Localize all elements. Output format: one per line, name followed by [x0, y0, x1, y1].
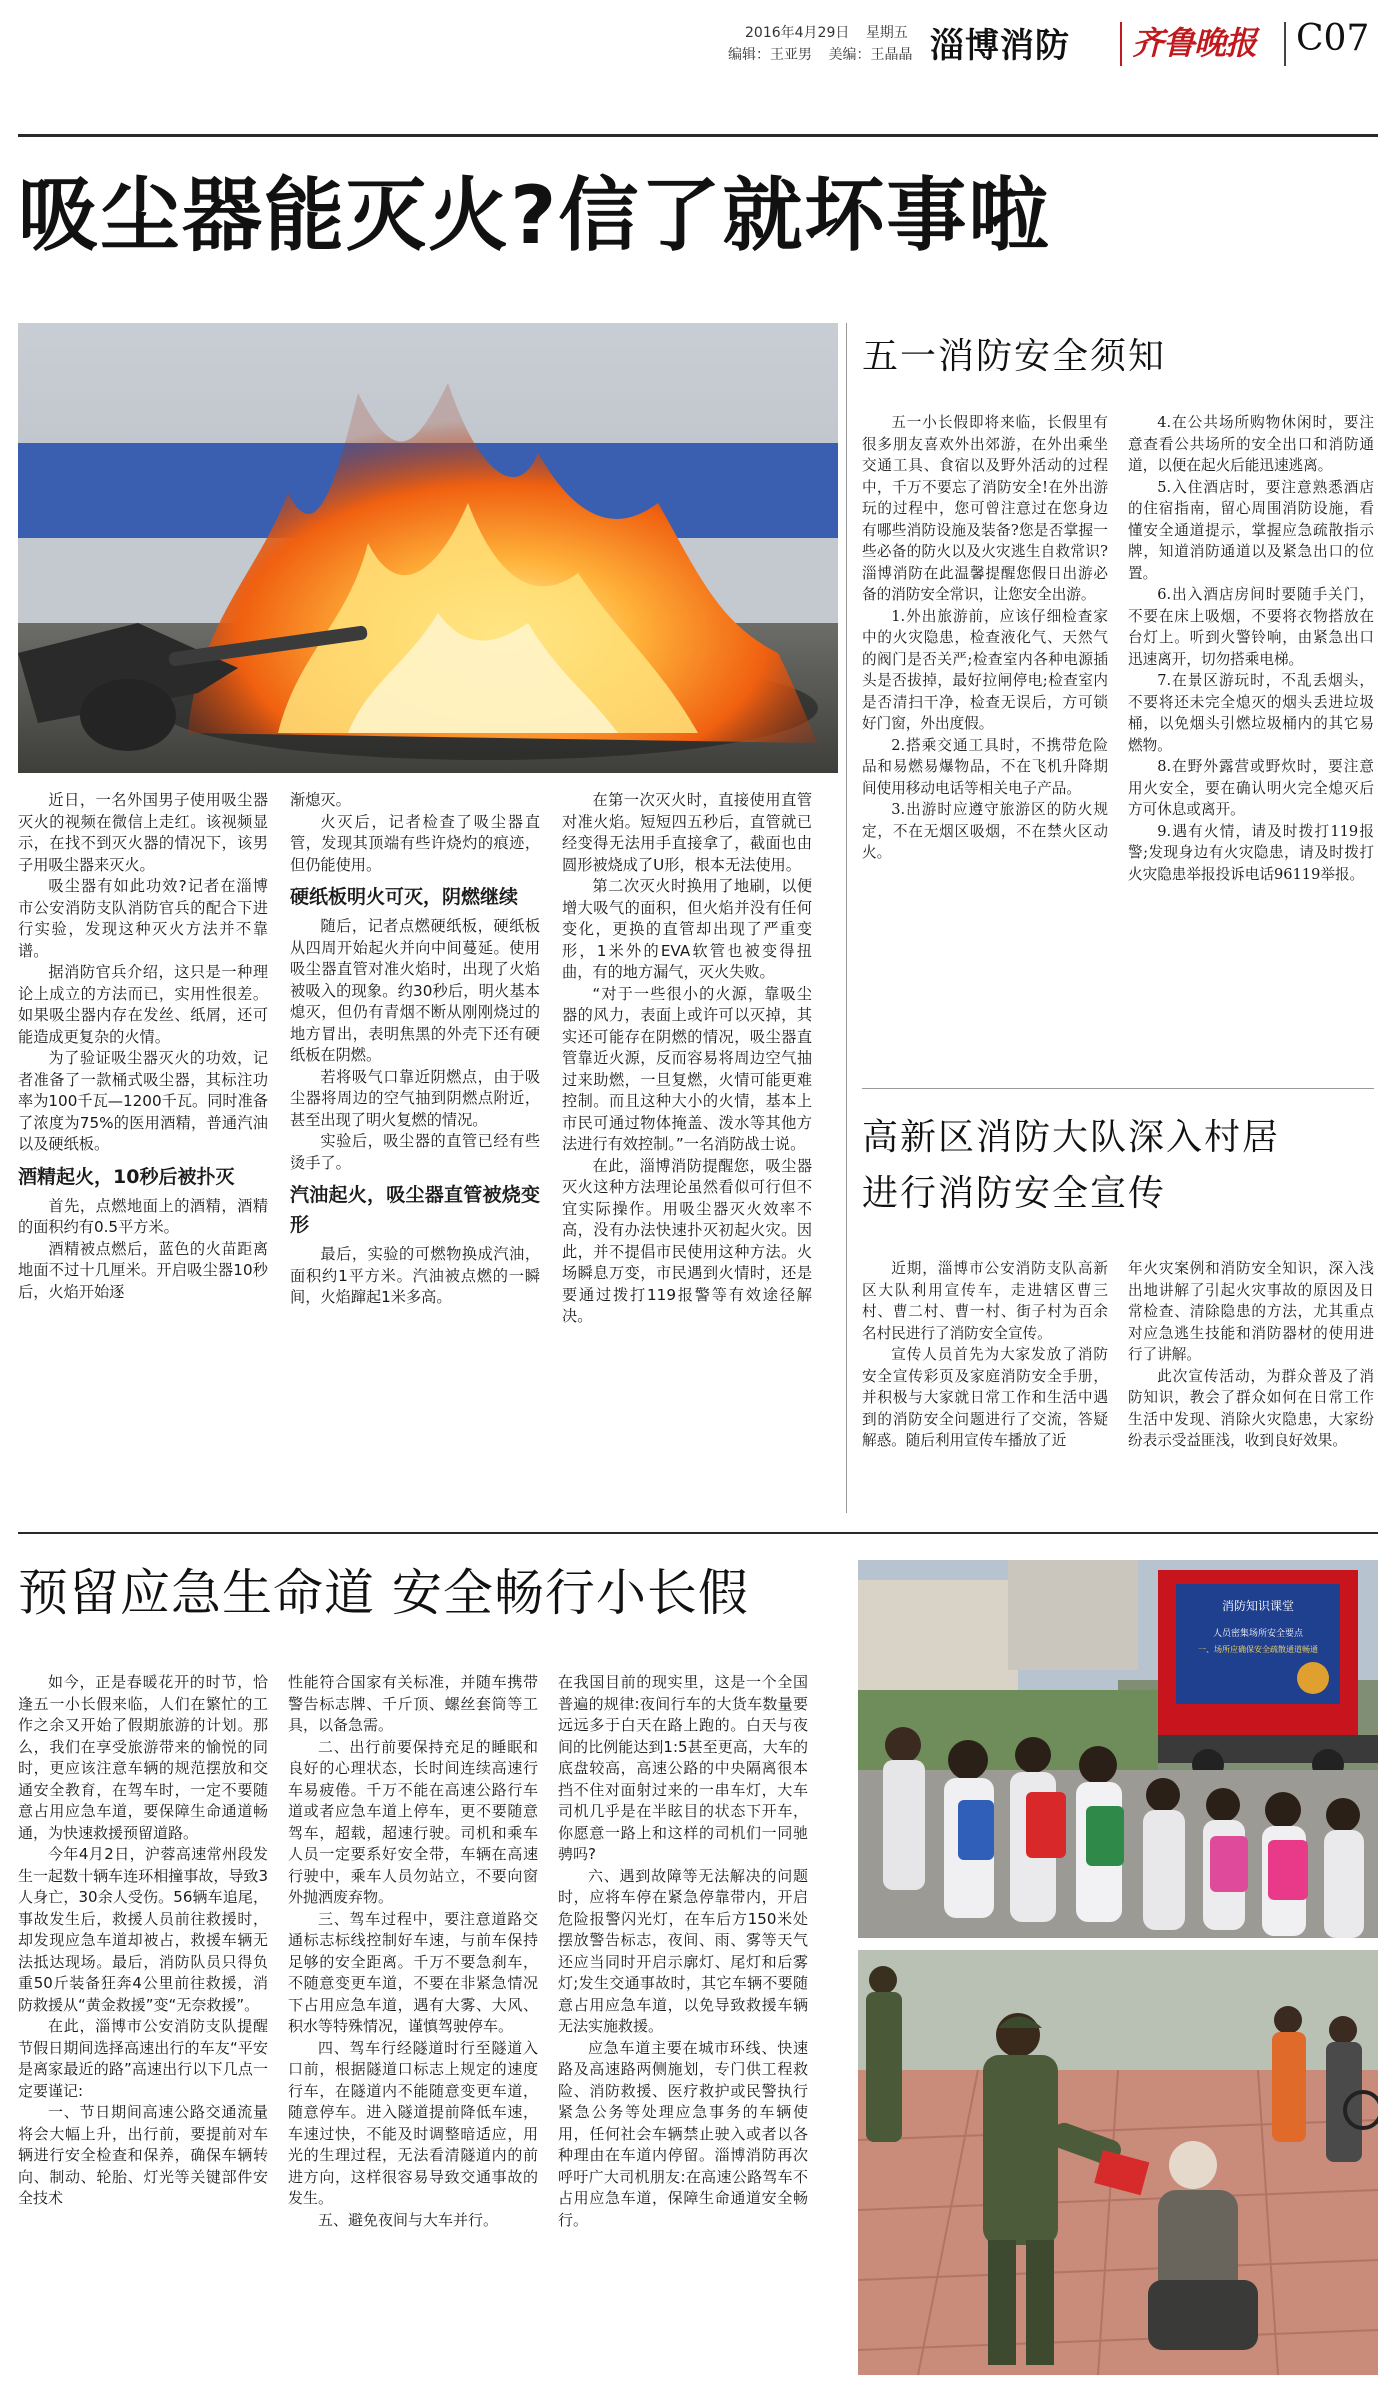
article3-headline-line2: 进行消防安全宣传	[862, 1173, 1167, 1214]
article1-paragraph: 实验后，吸尘器的直管已经有些烫手了。	[290, 1132, 540, 1172]
article3-paragraph: 近期，淄博市公安消防支队高新区大队利用宣传车，走进辖区曹三村、曹二村、曹一村、街子村为百余名村民进行了消防安全宣传。	[862, 1260, 1108, 1342]
page-number-divider	[1284, 22, 1286, 66]
article1-paragraph: 为了验证吸尘器灭火的功效，记者准备了一款桶式吸尘器，其标注功率为100千瓦—1200千瓦。同时准备了浓度为75%的医用酒精，普通汽油以及硬纸板。	[18, 1049, 268, 1153]
article4-paragraph: 四、驾车行经隧道时行至隧道入口前，根据隧道口标志上规定的速度行车，在隧道内不能随意变更车道，随意停车。进入隧道提前降低车速，车速过快，不能及时调整暗适应，用光的生理过程，无法看清隧道内的前进方向，这样很容易导致交通事故的发生。	[288, 2038, 538, 2207]
article1-headline: 吸尘器能灭火?信了就坏事啦	[18, 169, 1051, 262]
article2-column-1	[862, 412, 1108, 1062]
staff-line	[728, 44, 912, 64]
issue-date-line	[745, 22, 908, 42]
article1-paragraph: 随后，记者点燃硬纸板，硬纸板从四周开始起火并向中间蔓延。使用吸尘器直管对准火焰时，出现了火焰被吸入的现象。约30秒后，明火基本熄灭，但仍有青烟不断从刚刚烧过的地方冒出，表明焦黑的外壳下还有硬纸板在阴燃。	[290, 917, 540, 1064]
article2-paragraph: 5.入住酒店时，要注意熟悉酒店的住宿指南，留心周围消防设施，看懂安全通道提示，掌握应急疏散指示牌，知道消防通道以及紧急出口的位置。	[1128, 478, 1374, 582]
article2-paragraph: 4.在公共场所购物休闲时，要注意查看公共场所的安全出口和消防通道，以便在起火后能迅速逃离。	[1128, 414, 1374, 474]
page-number: C07	[1296, 18, 1370, 59]
article1-paragraph: 火灭后，记者检查了吸尘器直管，发现其顶端有些许烧灼的痕迹，但仍能使用。	[290, 812, 540, 874]
article3-column-2	[1128, 1258, 1374, 1518]
article3-column-1	[862, 1258, 1108, 1518]
section-rule	[862, 1088, 1374, 1089]
article1-paragraph: 首先，点燃地面上的酒精，酒精的面积约有0.5平方米。	[18, 1196, 268, 1236]
article1-column-3	[562, 790, 812, 1510]
article4-column-2	[288, 1672, 538, 2377]
article4-paragraph: 在我国目前的现实里，这是一个全国普遍的规律:夜间行车的大货车数量要远远多于白天在路上跑的。白天与夜间的比例能达到1:5甚至更高，大车的底盘较高，高速公路的中央隔离很本挡不住对面射过来的一串车灯，大车司机几乎是在半眩目的状态下开车，你愿意一路上和这样的司机们一同驰骋吗?	[558, 1673, 808, 1863]
article2-paragraph: 9.遇有火情，请及时拨打119报警;发现身边有火灾隐患，请及时拨打火灾隐患举报投诉电话96119举报。	[1128, 822, 1374, 883]
vacuum-fire-illustration	[18, 323, 838, 773]
column-divider	[846, 323, 847, 1513]
truck-screen-line2: 一、场所应确保安全疏散通道畅通	[1198, 1645, 1318, 1654]
firefighter-leaflet-illustration	[858, 1950, 1378, 2375]
issue-weekday: 星期五	[865, 25, 908, 41]
truck-screen-line1: 人员密集场所安全要点	[1212, 1629, 1304, 1639]
article2-headline: 五一消防安全须知	[862, 336, 1167, 377]
publicity-truck-photo	[858, 1560, 1378, 1938]
article3-headline-line1: 高新区消防大队深入村居	[862, 1117, 1281, 1158]
article3-paragraph: 年火灾案例和消防安全知识，深入浅出地讲解了引起火灾事故的原因及日常检查、清除隐患的方法，尤其重点对应急逃生技能和消防器材的使用进行了讲解。	[1128, 1260, 1374, 1363]
vacuum-fire-photo	[18, 323, 838, 773]
editor-credit: 编辑：王亚男	[728, 47, 812, 63]
publicity-truck-illustration	[858, 1560, 1378, 1938]
article3-paragraph: 宣传人员首先为大家发放了消防安全宣传彩页及家庭消防安全手册，并积极与大家就日常工作和生活中遇到的消防安全问题进行了交流，答疑解惑。随后利用宣传车播放了近	[862, 1346, 1108, 1449]
article1-column-1	[18, 790, 268, 1510]
article1-paragraph: 在第一次灭火时，直接使用直管对准火焰。短短四五秒后，直管就已经变得无法用手直接拿了，截面也由圆形被烧成了U形，根本无法使用。	[562, 791, 812, 874]
article2-paragraph: 7.在景区游玩时，不乱丢烟头，不要将还未完全熄灭的烟头丢进垃圾桶，以免烟头引燃垃圾桶内的其它易燃物。	[1128, 672, 1374, 754]
article2-paragraph: 1.外出旅游前，应该仔细检查家中的火灾隐患，检查液化气、天然气的阀门是否关严;检查室内各种电源插头是否拔掉，最好拉闸停电;检查室内是否清扫干净，检查无误后，方可锁好门窗，外出度假。	[862, 607, 1108, 732]
section-title: 淄博消防	[930, 26, 1070, 66]
article1-paragraph: 在此，淄博消防提醒您，吸尘器灭火这种方法理论虽然看似可行但不宜实际操作。用吸尘器灭火效率不高，没有办法快速扑灭初起火灾。因此，并不提倡市民使用这种方法。火场瞬息万变，市民遇到火情时，还是要通过拨打119报警等有效途径解决。	[562, 1156, 812, 1325]
article2-paragraph: 2.搭乘交通工具时，不携带危险品和易燃易爆物品，不在飞机升降期间使用移动电话等相关电子产品。	[862, 736, 1108, 797]
article2-paragraph: 6.出入酒店房间时要随手关门，不要在床上吸烟，不要将衣物搭放在台灯上。听到火警铃响，由紧急出口迅速离开，切勿搭乘电梯。	[1128, 586, 1374, 668]
article4-paragraph: 二、出行前要保持充足的睡眠和良好的心理状态，长时间连续高速行车易疲倦。千万不能在高速公路行车道或者应急车道上停车，更不要随意驾车，超载，超速行驶。司机和乘车人员一定要系好安全带，车辆在高速行驶中，乘车人员勿站立，不要向窗外抛洒废弃物。	[288, 1737, 538, 1906]
article2-paragraph: 3.出游时应遵守旅游区的防火规定，不在无烟区吸烟，不在禁火区动火。	[862, 801, 1108, 861]
article1-paragraph: 渐熄灭。	[290, 791, 351, 809]
article1-paragraph: “对于一些很小的火源，靠吸尘器的风力，表面上或许可以灭掉，其实还可能存在阴燃的情况，吸尘器直管靠近火源，反而容易将周边空气抽过来助燃，一旦复燃，火情可能更难控制。而且这种大小的火情，基本上市民可通过物体掩盖、泼水等其他方法进行有效控制。”一名消防战士说。	[562, 984, 812, 1153]
article4-headline: 预留应急生命道 安全畅行小长假	[18, 1564, 749, 1622]
article4-paragraph: 今年4月2日，沪蓉高速常州段发生一起数十辆车连环相撞事故，导致3人身亡，30余人受伤。56辆车追尾，事故发生后，救援人员前往救援时，却发现应急车道却被占，救援车辆无法抵达现场。最后，消防队员只得负重50斤装备狂奔4公里前往救援，消防救援从“黄金救援”变“无奈救援”。	[18, 1845, 268, 2014]
article4-paragraph: 性能符合国家有关标准，并随车携带警告标志牌、千斤顶、螺丝套筒等工具，以备急需。	[288, 1673, 538, 1734]
article2-paragraph: 五一小长假即将来临，长假里有很多朋友喜欢外出郊游，在外出乘坐交通工具、食宿以及野外活动的过程中，千万不要忘了消防安全!在外出游玩的过程中，您可曾注意过在您身边有哪些消防设施及装备?您是否掌握一些必备的防火以及火灾逃生自救常识?淄博消防在此温馨提醒您假日出游必备的消防安全常识，让您安全出游。	[862, 414, 1108, 603]
article1-paragraph: 最后，实验的可燃物换成汽油，面积约1平方米。汽油被点燃的一瞬间，火焰蹿起1米多高。	[290, 1245, 540, 1306]
article4-paragraph: 六、遇到故障等无法解决的问题时，应将车停在紧急停靠带内，开启危险报警闪光灯，在车后方150米处摆放警告标志，夜间、雨、雾等天气还应当同时开启示廓灯、尾灯和后雾灯;发生交通事故时，其它车辆不要随意占用应急车道，以免导致救援车辆无法实施救援。	[558, 1866, 808, 2035]
article3-headline	[862, 1110, 1280, 1222]
article1-paragraph: 近日，一名外国男子使用吸尘器灭火的视频在微信上走红。该视频显示，在找不到灭火器的情况下，该男子用吸尘器来灭火。	[18, 791, 268, 874]
article1-subheading: 汽油起火，吸尘器直管被烧变形	[290, 1184, 540, 1236]
article1-paragraph: 吸尘器有如此功效?记者在淄博市公安消防支队消防官兵的配合下进行实验，发现这种灭火方法并不靠谱。	[18, 877, 268, 960]
article4-paragraph: 如今，正是春暖花开的时节，恰逢五一小长假来临，人们在繁忙的工作之余又开始了假期旅游的计划。那么，我们在享受旅游带来的愉悦的同时，更应该注意车辆的规范摆放和交通安全教育，在驾车时，一定不要随意占用应急车道，要保障生命通道畅通，为快速救援预留道路。	[18, 1673, 268, 1842]
article2-column-2	[1128, 412, 1374, 1062]
article3-paragraph: 此次宣传活动，为群众普及了消防知识，教会了群众如何在日常工作生活中发现、消除火灾隐患，大家纷纷表示受益匪浅，收到良好效果。	[1128, 1367, 1374, 1449]
article4-column-1	[18, 1672, 268, 2377]
article1-subheading: 硬纸板明火可灭，阴燃继续	[290, 886, 519, 908]
page-section-rule	[18, 1532, 1378, 1534]
truck-screen-title: 消防知识课堂	[1221, 1599, 1295, 1613]
article2-paragraph: 8.在野外露营或野炊时，要注意用火安全，要在确认明火完全熄灭后方可休息或离开。	[1128, 758, 1374, 818]
article4-paragraph: 应急车道主要在城市环线、快速路及高速路两侧施划，专门供工程救险、消防救援、医疗救护或民警执行紧急公务等处理应急事务的车辆使用，任何社会车辆禁止驶入或者以各种理由在车道内停留。淄博消防再次呼吁广大司机朋友:在高速公路驾车不占用应急车道，保障生命通道安全畅行。	[558, 2038, 808, 2229]
designer-credit: 美编：王晶晶	[828, 47, 913, 63]
article4-paragraph: 五、避免夜间与大车并行。	[318, 2210, 499, 2229]
article1-subheading: 酒精起火，10秒后被扑灭	[18, 1165, 235, 1188]
article4-column-3	[558, 1672, 808, 2377]
article4-paragraph: 一、节日期间高速公路交通流量将会大幅上升，出行前，要提前对车辆进行安全检查和保养，确保车辆转向、制动、轮胎、灯光等关键部件安全技术	[18, 2103, 268, 2207]
paper-logo: 齐鲁晚报	[1132, 24, 1257, 62]
issue-date: 2016年4月29日	[745, 25, 850, 41]
article4-paragraph: 在此，淄博市公安消防支队提醒节假日期间选择高速出行的车友“平安是离家最近的路”高速出行以下几点一定要谨记:	[18, 2017, 268, 2100]
article1-paragraph: 据消防官兵介绍，这只是一种理论上成立的方法而已，实用性很差。如果吸尘器内存在发丝、纸屑，还可能造成更复杂的火情。	[18, 963, 268, 1046]
article1-paragraph: 第二次灭火时换用了地刷，以便增大吸气的面积，但火焰并没有任何变化，更换的直管却出现了严重变形，1米外的EVA软管也被变得扭曲，有的地方漏气，灭火失败。	[562, 877, 812, 981]
article1-paragraph: 酒精被点燃后，蓝色的火苗距离地面不过十几厘米。开启吸尘器10秒后，火焰开始逐	[18, 1239, 268, 1301]
article4-paragraph: 三、驾车过程中，要注意道路交通标志标线控制好车速，与前车保持足够的安全距离。千万不要急刹车，不随意变更车道，不要在非紧急情况下占用应急车道，遇有大雾、大风、积水等特殊情况，谨慎驾驶停车。	[288, 1909, 538, 2035]
masthead-rule	[18, 134, 1378, 137]
masthead-divider	[1120, 22, 1122, 66]
article1-paragraph: 若将吸气口靠近阴燃点，由于吸尘器将周边的空气抽到阴燃点附近，甚至出现了明火复燃的情况。	[290, 1067, 540, 1129]
article1-column-2	[290, 790, 540, 1510]
firefighter-leaflet-photo	[858, 1950, 1378, 2375]
masthead	[0, 0, 1395, 135]
